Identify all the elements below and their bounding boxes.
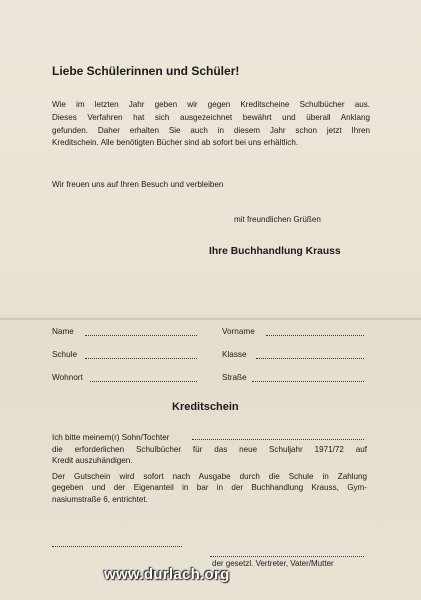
request-line: Ich bitte meinem(r) Sohn/Tochter	[52, 433, 170, 442]
klasse-field[interactable]	[256, 358, 364, 359]
terms-line: Der Gutschein wird sofort nach Ausgabe durch die Schule in Zahlung	[52, 471, 367, 481]
intro-line: gefunden. Daher erhalten Sie auch in diesem Jahr schon jetzt Ihren	[52, 125, 370, 135]
letter-heading: Liebe Schülerinnen und Schüler!	[52, 64, 240, 78]
child-name-field[interactable]	[192, 439, 364, 440]
request-line: Kredit auszuhändigen.	[52, 456, 133, 465]
visit-text: Wir freuen uns auf Ihren Besuch und verbleiben	[52, 180, 224, 189]
strasse-label: Straße	[222, 373, 247, 382]
wohnort-field[interactable]	[90, 381, 197, 382]
intro-line: Wie im letzten Jahr geben wir gegen Kreditscheine Schulbücher aus.	[52, 100, 370, 109]
terms-line: gegeben und der Eigenanteil in bar in der Buchhandlung Krauss, Gym-	[52, 483, 367, 492]
kreditschein-body	[52, 432, 367, 505]
vorname-field[interactable]	[266, 335, 364, 336]
klasse-label: Klasse	[222, 350, 247, 359]
strasse-field[interactable]	[252, 381, 364, 382]
intro-line: Kreditschein. Alle benötigten Bücher sind ab sofort bei uns erhältlich.	[52, 138, 299, 148]
wohnort-label: Wohnort	[52, 373, 83, 382]
guardian-signature-line[interactable]	[210, 556, 364, 557]
terms-line: nasiumstraße 6, entrichtet.	[52, 494, 148, 504]
guardian-label: der gesetzl. Vertreter, Vater/Mutter	[212, 559, 334, 568]
bookstore-signature: Ihre Buchhandlung Krauss	[209, 246, 341, 257]
website-watermark: www.durlach.org	[104, 566, 230, 583]
greeting-text: mit freundlichen Grüßen	[234, 215, 321, 224]
intro-line: Dieses Verfahren hat sich ausgezeichnet bewährt und überall Anklang	[52, 112, 370, 122]
date-place-line[interactable]	[52, 546, 182, 547]
name-label: Name	[52, 327, 74, 336]
schule-field[interactable]	[85, 358, 197, 359]
schule-label: Schule	[52, 350, 78, 359]
kreditschein-title: Kreditschein	[172, 401, 239, 413]
vorname-label: Vorname	[222, 327, 255, 336]
intro-paragraph	[52, 99, 370, 150]
request-line: die erforderlichen Schulbücher für das neue Schuljahr 1971/72 auf	[52, 444, 367, 454]
name-field[interactable]	[85, 335, 197, 336]
fold-crease	[0, 318, 421, 320]
